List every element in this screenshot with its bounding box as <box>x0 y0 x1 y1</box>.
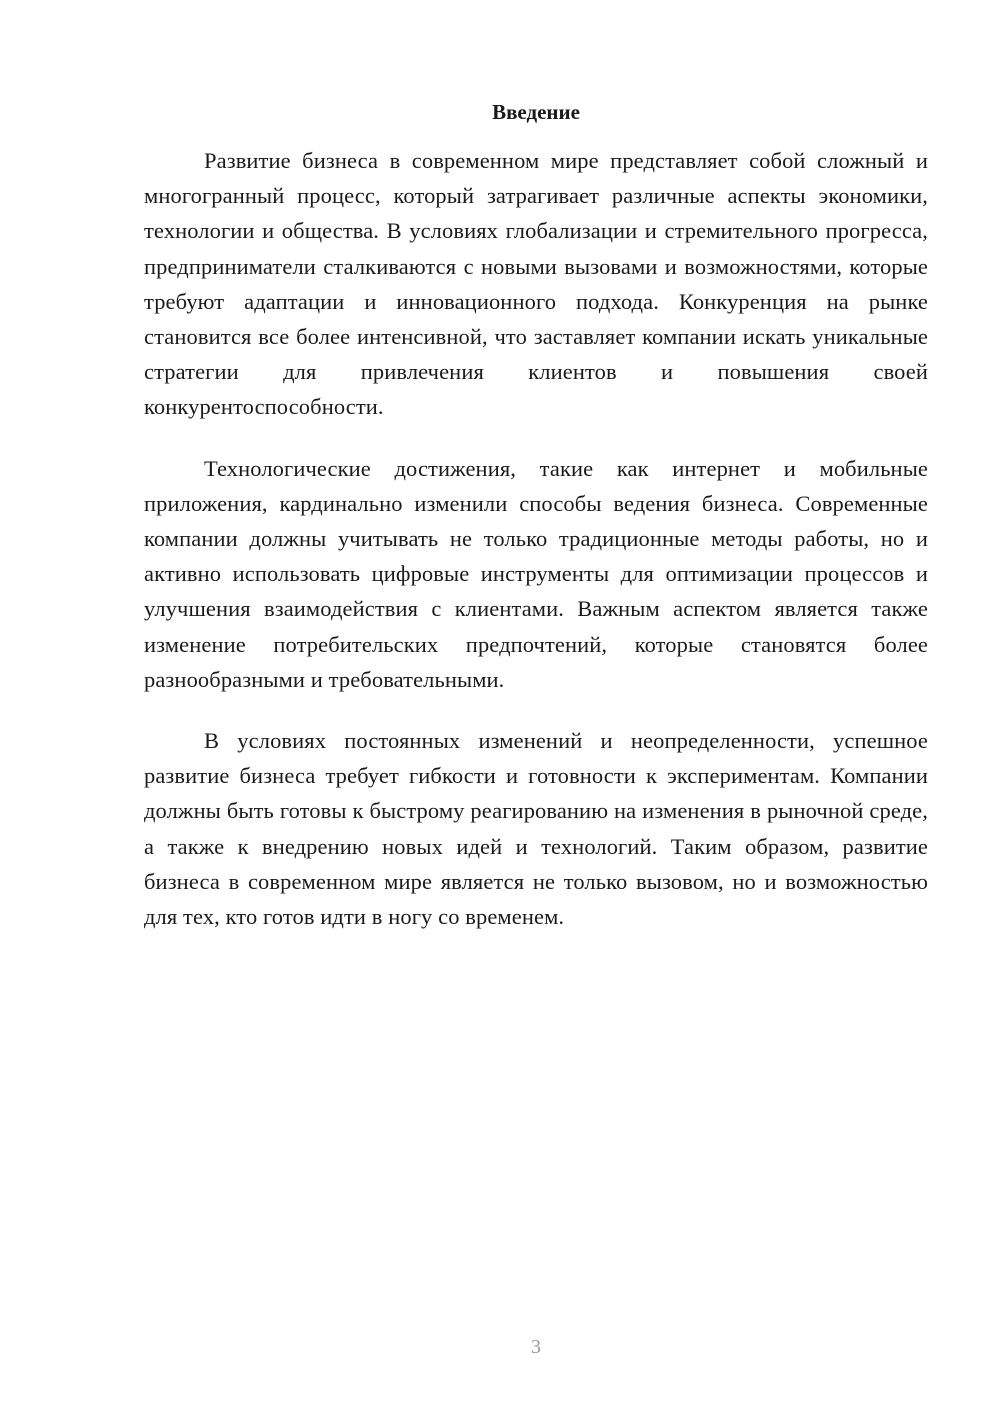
paragraph-1: Развитие бизнеса в современном мире представляет собой сложный и многогранный процесс, который затрагивает различные аспекты экономики, технологии и общества. В условиях глобализации и стремительного прогресса, предприниматели сталкиваются с новыми вызовами и возможностями, которые требуют адаптации и инновационного подхода. Конкуренция на рынке становится все более интенсивной, что заставляет компании искать уникальные стратегии для привлечения клиентов и повышения своей конкурентоспособности. <box>144 148 928 420</box>
paragraph-3: В условиях постоянных изменений и неопределенности, успешное развитие бизнеса требует гибкости и готовности к экспериментам. Компании должны быть готовы к быстрому реагированию на изменения в рыночной среде, а также к внедрению новых идей и технологий. Таким образом, развитие бизнеса в современном мире является не только вызовом, но и возможностью для тех, кто готов идти в ногу со временем. <box>144 728 928 930</box>
section-heading: Введение <box>492 100 580 124</box>
paragraph-2: Технологические достижения, такие как интернет и мобильные приложения, кардинально изменили способы ведения бизнеса. Современные компании должны учитывать не только традиционные методы работы, но и активно использовать цифровые инструменты для оптимизации процессов и улучшения взаимодействия с клиентами. Важным аспектом является также изменение потребительских предпочтений, которые становятся более разнообразными и требовательными. <box>144 455 928 692</box>
document-body <box>144 143 928 960</box>
page-number: 3 <box>531 1336 541 1358</box>
